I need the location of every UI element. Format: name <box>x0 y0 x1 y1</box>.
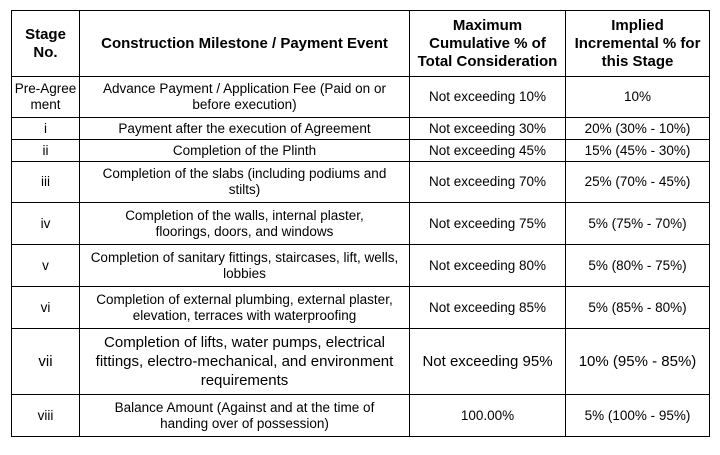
stage-cell: iv <box>12 203 80 245</box>
event-cell: Advance Payment / Application Fee (Paid on or before execution) <box>80 77 410 118</box>
header-row <box>12 11 710 77</box>
stage-cell: Pre-Agreement <box>12 77 80 118</box>
stage-cell: ii <box>12 140 80 162</box>
incremental-cell: 15% (45% - 30%) <box>566 140 710 162</box>
max-cell: Not exceeding 70% <box>410 162 566 203</box>
stage-cell: i <box>12 118 80 140</box>
stage-cell: iii <box>12 162 80 203</box>
table-row <box>12 118 710 140</box>
table-row <box>12 162 710 203</box>
table-row <box>12 245 710 287</box>
event-cell: Payment after the execution of Agreement <box>80 118 410 140</box>
event-cell: Balance Amount (Against and at the time of handing over of possession) <box>80 395 410 437</box>
header-milestone: Construction Milestone / Payment Event <box>80 11 410 77</box>
payment-schedule-table <box>11 10 710 437</box>
event-cell: Completion of the walls, internal plaster, floorings, doors, and windows <box>80 203 410 245</box>
header-incremental: Implied Incremental % for this Stage <box>566 11 710 77</box>
table-row <box>12 77 710 118</box>
table-row <box>12 395 710 437</box>
stage-cell: viii <box>12 395 80 437</box>
stage-cell: v <box>12 245 80 287</box>
document <box>11 10 710 437</box>
stage-cell: vi <box>12 287 80 329</box>
header-max-cumulative: Maximum Cumulative % of Total Consideration <box>410 11 566 77</box>
max-cell: Not exceeding 95% <box>410 329 566 395</box>
max-cell: Not exceeding 10% <box>410 77 566 118</box>
incremental-cell: 10% <box>566 77 710 118</box>
event-cell: Completion of sanitary fittings, staircases, lift, wells, lobbies <box>80 245 410 287</box>
event-cell: Completion of the slabs (including podiums and stilts) <box>80 162 410 203</box>
incremental-cell: 5% (75% - 70%) <box>566 203 710 245</box>
incremental-cell: 10% (95% - 85%) <box>566 329 710 395</box>
stage-cell: vii <box>12 329 80 395</box>
incremental-cell: 5% (100% - 95%) <box>566 395 710 437</box>
table-row <box>12 329 710 395</box>
event-cell: Completion of external plumbing, external plaster, elevation, terraces with waterproofing <box>80 287 410 329</box>
max-cell: Not exceeding 75% <box>410 203 566 245</box>
max-cell: Not exceeding 45% <box>410 140 566 162</box>
max-cell: Not exceeding 80% <box>410 245 566 287</box>
table-row <box>12 140 710 162</box>
event-cell: Completion of the Plinth <box>80 140 410 162</box>
max-cell: 100.00% <box>410 395 566 437</box>
table-row <box>12 287 710 329</box>
max-cell: Not exceeding 30% <box>410 118 566 140</box>
incremental-cell: 5% (85% - 80%) <box>566 287 710 329</box>
incremental-cell: 25% (70% - 45%) <box>566 162 710 203</box>
incremental-cell: 5% (80% - 75%) <box>566 245 710 287</box>
header-stage: Stage No. <box>12 11 80 77</box>
incremental-cell: 20% (30% - 10%) <box>566 118 710 140</box>
table-row <box>12 203 710 245</box>
max-cell: Not exceeding 85% <box>410 287 566 329</box>
event-cell: Completion of lifts, water pumps, electrical fittings, electro-mechanical, and environment requirements <box>80 329 410 395</box>
